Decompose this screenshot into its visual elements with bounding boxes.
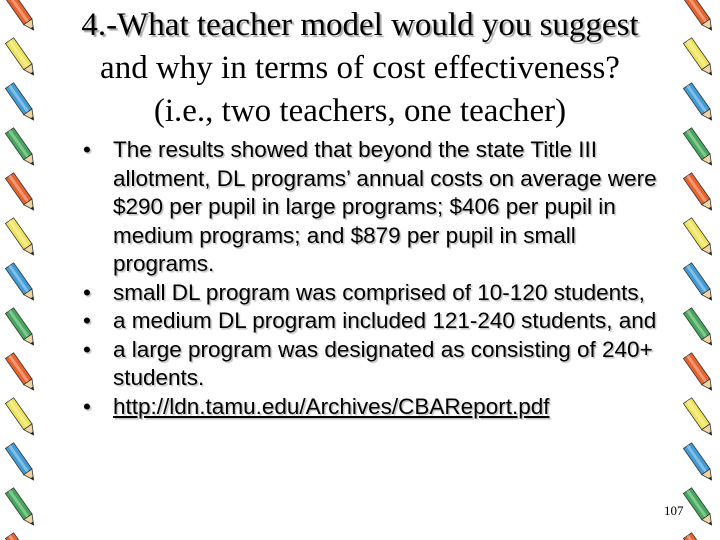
bullet-marker: • xyxy=(83,336,91,362)
pencil-icon xyxy=(5,488,37,528)
pencil-icon xyxy=(5,398,37,438)
page-number: 107 xyxy=(664,503,684,518)
pencil-icon xyxy=(683,128,715,168)
pencil-icon xyxy=(5,533,37,540)
bullet-item-link xyxy=(83,393,683,422)
bullet-marker: • xyxy=(83,279,91,305)
title-line-2: and why in terms of cost effectiveness? xyxy=(100,50,620,86)
pencil-icon xyxy=(5,128,37,168)
pencil-icon xyxy=(683,353,715,393)
slide-title xyxy=(0,4,720,133)
pencil-icon xyxy=(5,218,37,258)
bullet-list xyxy=(83,136,683,421)
pencil-icon xyxy=(5,308,37,348)
pencil-icon xyxy=(683,218,715,258)
bullet-marker: • xyxy=(83,393,91,419)
bullet-text: a large program was designated as consisting of 240+ students. xyxy=(113,336,653,390)
bullet-marker: • xyxy=(83,137,91,162)
pencil-icon xyxy=(5,353,37,393)
title-line-3: (i.e., two teachers, one teacher) xyxy=(153,93,567,129)
pencil-icon xyxy=(5,263,37,303)
pencil-icon xyxy=(683,308,715,348)
pencil-icon xyxy=(5,173,37,213)
bullet-item xyxy=(83,307,683,336)
bullet-text: The results showed that beyond the state Title III allotment, DL programs’ annual costs on average were $290 per pupil in large programs; $406 per pupil in medium programs; and $879 per pupil in small programs. xyxy=(113,137,657,276)
bullet-marker: • xyxy=(83,308,91,333)
pencil-icon xyxy=(683,443,715,483)
pencil-icon xyxy=(683,263,715,303)
title-line-1: 4.-What teacher model would you suggest xyxy=(81,7,639,43)
pencil-icon xyxy=(683,398,715,438)
bullet-item xyxy=(83,336,683,393)
pencil-icon xyxy=(5,443,37,483)
bullet-text: small DL program was comprised of 10-120 students, xyxy=(113,279,645,305)
bullet-text: a medium DL program included 121-240 students, and xyxy=(113,308,657,333)
pencil-icon xyxy=(683,488,715,528)
pencil-icon xyxy=(683,173,715,213)
bullet-item xyxy=(83,136,683,279)
report-link[interactable]: http://ldn.tamu.edu/Archives/CBAReport.pdf xyxy=(113,393,550,419)
pencil-icon xyxy=(683,533,715,540)
bullet-item xyxy=(83,279,683,308)
